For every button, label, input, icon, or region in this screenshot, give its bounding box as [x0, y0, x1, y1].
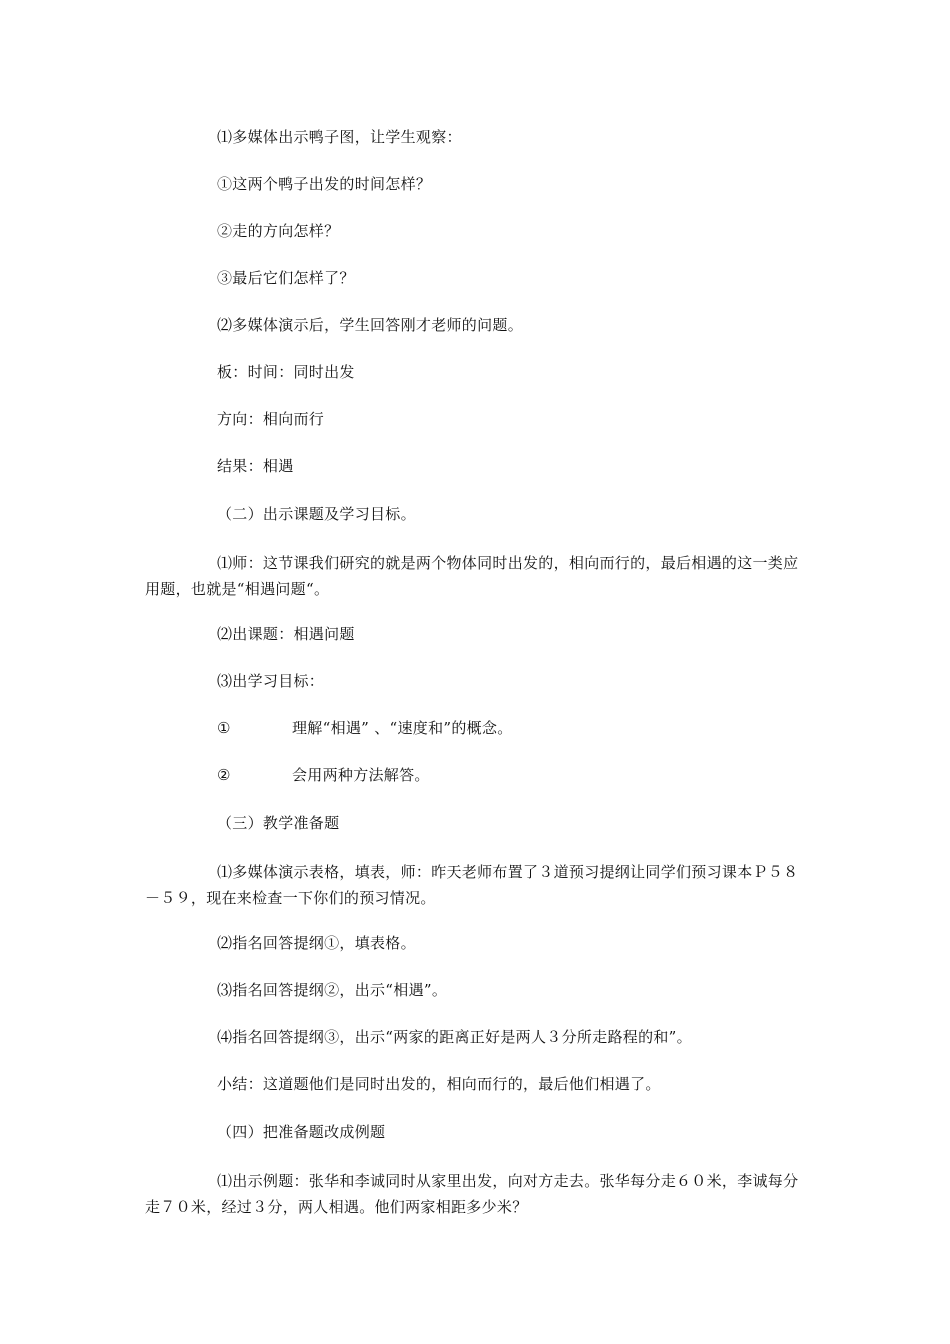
- goal-1-text: 理解“相遇” 、“速度和”的概念。: [292, 719, 513, 737]
- section-4-heading: （四）把准备题改成例题: [217, 1123, 386, 1141]
- section-3-heading: （三）教学准备题: [217, 814, 340, 832]
- summary-line: 小结：这道题他们是同时出发的，相向而行的，最后他们相遇了。: [217, 1075, 661, 1093]
- step-1-line: ⑴多媒体出示鸭子图，让学生观察：: [217, 128, 462, 146]
- step-2-line: ⑵多媒体演示后，学生回答刚才老师的问题。: [217, 316, 524, 334]
- outline-2-line: ⑶指名回答提纲②，出示“相遇”。: [217, 981, 448, 999]
- question-1-line: ①这两个鸭子出发的时间怎样？: [217, 175, 432, 193]
- board-result-line: 结果：相遇: [217, 457, 294, 475]
- goal-2-text: 会用两种方法解答。: [292, 766, 430, 784]
- question-2-line: ②走的方向怎样？: [217, 222, 340, 240]
- goal-1-marker: ①: [217, 719, 231, 737]
- board-direction-line: 方向：相向而行: [217, 410, 325, 428]
- board-time-line: 板：时间：同时出发: [217, 363, 355, 381]
- example-problem-paragraph: ⑴出示例题：张华和李诚同时从家里出发，向对方走去。张华每分走６０米，李诚每分走７０米，经过３分，两人相遇。他们两家相距多少米？: [145, 1172, 799, 1216]
- topic-line: ⑵出课题：相遇问题: [217, 625, 355, 643]
- outline-3-line: ⑷指名回答提纲③，出示“两家的距离正好是两人３分所走路程的和”。: [217, 1028, 692, 1046]
- outline-1-line: ⑵指名回答提纲①，填表格。: [217, 934, 416, 952]
- prep-table-paragraph: ⑴多媒体演示表格，填表，师：昨天老师布置了３道预习提纲让同学们预习课本Ｐ５８－５９，现在来检查一下你们的预习情况。: [145, 863, 799, 907]
- goals-intro-line: ⑶出学习目标：: [217, 672, 325, 690]
- teacher-intro-paragraph: ⑴师：这节课我们研究的就是两个物体同时出发的，相向而行的，最后相遇的这一类应用题，也就是“相遇问题“。: [145, 554, 799, 598]
- question-3-line: ③最后它们怎样了？: [217, 269, 355, 287]
- section-2-heading: （二）出示课题及学习目标。: [217, 505, 416, 523]
- goal-2-marker: ②: [217, 766, 231, 784]
